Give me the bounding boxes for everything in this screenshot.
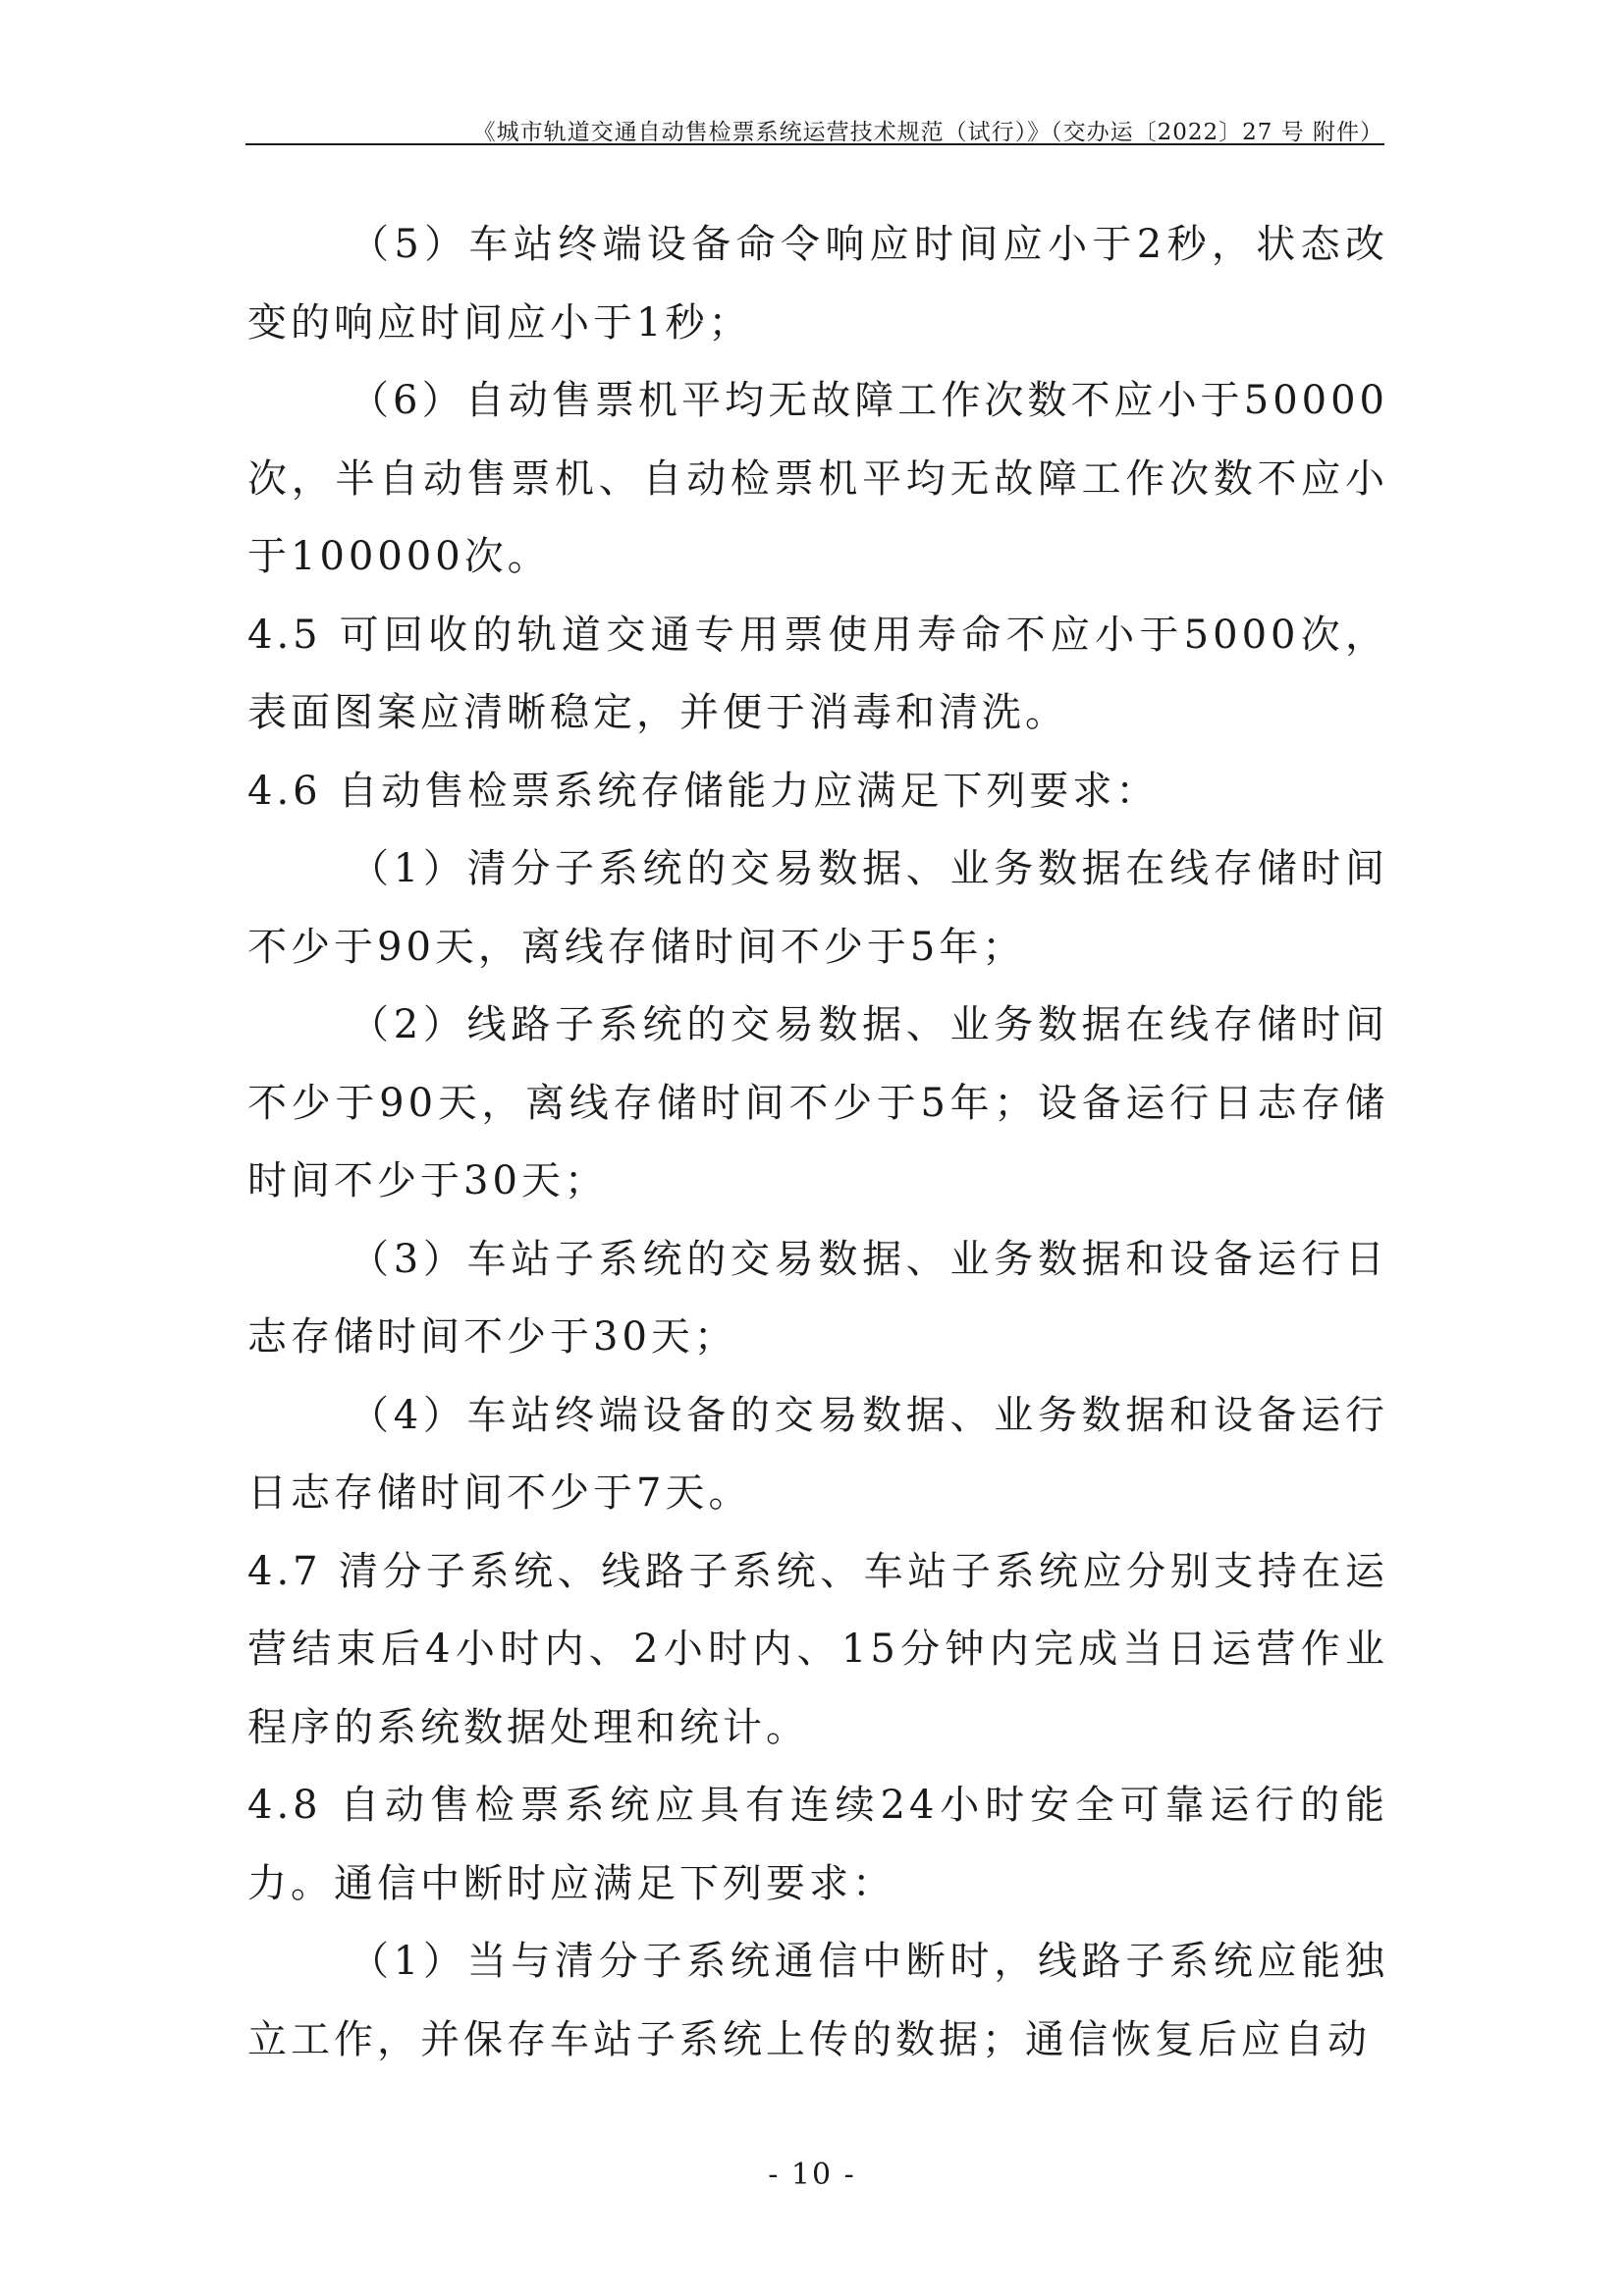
section-4-5: 4.5 可回收的轨道交通专用票使用寿命不应小于5000次，表面图案应清晰稳定，并便于消毒和清洗。 <box>247 612 1388 735</box>
section-4-6: 4.6 自动售检票系统存储能力应满足下列要求： <box>247 768 1160 814</box>
page-number: - 10 - <box>768 2158 856 2192</box>
section-4-6-item-3: （3）车站子系统的交易数据、业务数据和设备运行日志存储时间不少于30天； <box>247 1236 1388 1360</box>
paragraph-item-5: （5）车站终端设备命令响应时间应小于2秒，状态改变的响应时间应小于1秒； <box>247 222 1388 346</box>
header-divider <box>245 143 1384 145</box>
section-4-8: 4.8 自动售检票系统应具有连续24小时安全可靠运行的能力。通信中断时应满足下列要求： <box>247 1783 1388 1906</box>
section-4-6-item-1: （1）清分子系统的交易数据、业务数据在线存储时间不少于90天，离线存储时间不少于5年； <box>247 846 1388 970</box>
section-4-6-item-4: （4）车站终端设备的交易数据、业务数据和设备运行日志存储时间不少于7天。 <box>247 1392 1388 1516</box>
section-4-6-item-2: （2）线路子系统的交易数据、业务数据在线存储时间不少于90天，离线存储时间不少于5年；设备运行日志存储时间不少于30天； <box>247 1002 1388 1203</box>
page-body <box>247 206 1388 2079</box>
running-header: 《城市轨道交通自动售检票系统运营技术规范（试行）》（交办运〔2022〕27 号 附件） <box>472 120 1383 145</box>
section-4-7: 4.7 清分子系统、线路子系统、车站子系统应分别支持在运营结束后4小时内、2小时内、15分钟内完成当日运营作业程序的系统数据处理和统计。 <box>247 1548 1388 1750</box>
paragraph-item-6: （6）自动售票机平均无故障工作次数不应小于50000次，半自动售票机、自动检票机平均无故障工作次数不应小于100000次。 <box>247 378 1388 579</box>
section-4-8-item-1: （1）当与清分子系统通信中断时，线路子系统应能独立工作，并保存车站子系统上传的数据；通信恢复后应自动 <box>247 1939 1388 2062</box>
